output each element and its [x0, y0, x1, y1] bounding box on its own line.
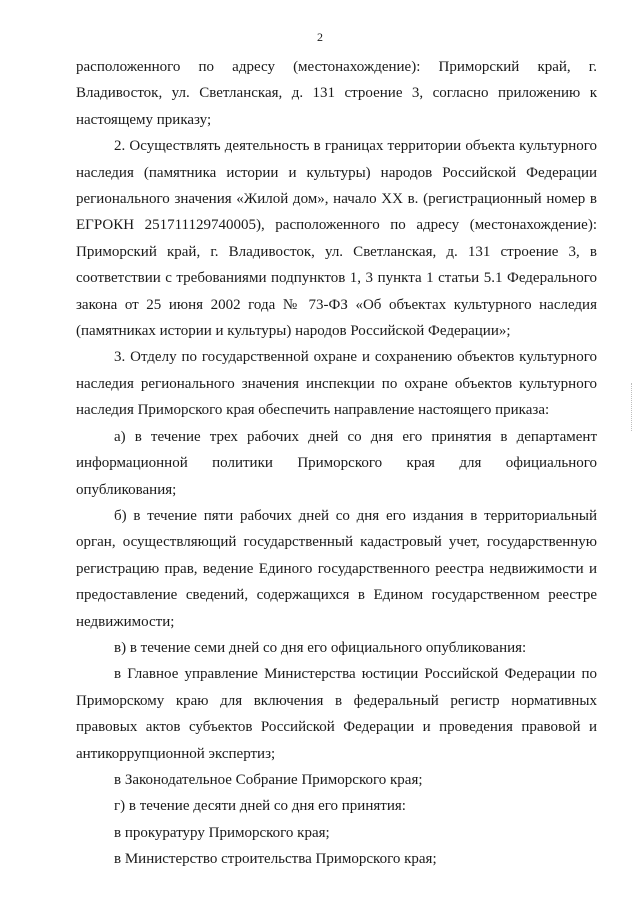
page-number: 2 [317, 30, 323, 44]
paragraph-item-2: 2. Осуществлять деятельность в границах территории объекта культурного наследия (памятника истории и культуры) народов Российской Федерации регионального значения «Жилой дом», начало XX в. (регистрационный номер в ЕГРОКН 251711129740005), расположенного по адресу (местонахождение): Приморский край, г. Владивосток, ул. Светланская, д. 131 строение 3, в соответствии с требованиями подпунктов 1, 3 пункта 1 статьи 5.1 Федерального закона от 25 июня 2002 года № 73-ФЗ «Об объектах культурного наследия (памятниках истории и культуры) народов Российской Федерации»; [76, 138, 597, 340]
paragraph-subitem-a: а) в течение трех рабочих дней со дня его принятия в департамент информационной политики Приморского края для официального опубликования; [76, 428, 597, 498]
paragraph-ministry-of-justice: в Главное управление Министерства юстиции Российской Федерации по Приморскому краю для включения в федеральный регистр нормативных правовых актов субъектов Российской Федерации и проведения правовой и антикоррупционной экспертиз; [76, 666, 597, 762]
paragraph-subitem-g: г) в течение десяти дней со дня его принятия: [114, 798, 406, 815]
paragraph-ministry-of-construction: в Министерство строительства Приморского края; [114, 851, 437, 868]
paragraph-item-3: 3. Отделу по государственной охране и сохранению объектов культурного наследия регионального значения инспекции по охране объектов культурного наследия Приморского края обеспечить направление настоящего приказа: [76, 349, 597, 419]
paragraph-prosecutor: в прокуратуру Приморского края; [114, 824, 330, 841]
paragraph-subitem-b: б) в течение пяти рабочих дней со дня его издания в территориальный орган, осуществляющий государственный кадастровый учет, государственную регистрацию прав, ведение Единого государственного реестра недвижимости и предоставление сведений, содержащихся в Едином государственном реестре недвижимости; [76, 507, 597, 630]
paragraph-address-continuation: расположенного по адресу (местонахождение): Приморский край, г. Владивосток, ул. Светланская, д. 131 строение 3, согласно приложению к настоящему приказу; [76, 59, 597, 128]
paragraph-legislative-assembly: в Законодательное Собрание Приморского края; [114, 771, 423, 788]
paragraph-subitem-v: в) в течение семи дней со дня его официального опубликования: [114, 639, 527, 656]
document-body [76, 54, 597, 873]
scan-margin-mark [631, 383, 634, 431]
